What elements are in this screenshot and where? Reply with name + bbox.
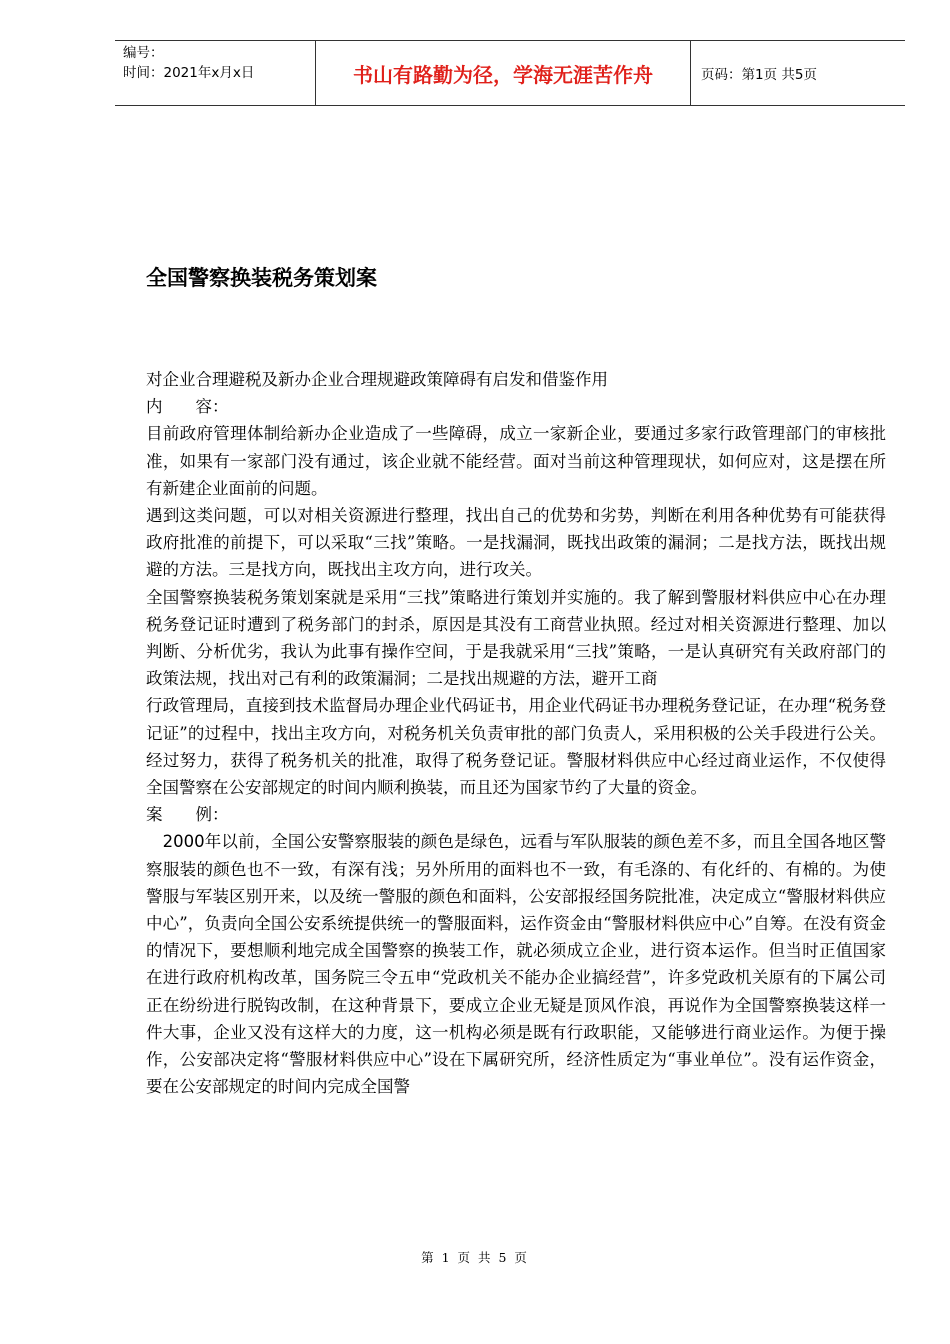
paragraph: 遇到这类问题，可以对相关资源进行整理，找出自己的优势和劣势，判断在利用各种优势有可能获得政府批准的前提下，可以采取“三找”策略。一是找漏洞，既找出政策的漏洞；二是找方法，既找出规避的方法。三是找方向，既找出主攻方向，进行攻关。: [146, 506, 886, 580]
paragraph: 行政管理局，直接到技术监督局办理企业代码证书，用企业代码证书办理税务登记证，在办理“税务登记证”的过程中，找出主攻方向，对税务机关负责审批的部门负责人，采用积极的公关手段进行公关。经过努力，获得了税务机关的批准，取得了税务登记证。警服材料供应中心经过商业运作，不仅使得全国警察在公安部规定的时间内顺利换装，而且还为国家节约了大量的资金。: [146, 696, 886, 798]
case-year: 2000: [162, 832, 205, 852]
document-body: [146, 366, 886, 1100]
page-footer: 第 1 页 共 5 页: [421, 1250, 529, 1265]
paragraph: 对企业合理避税及新办企业合理规避政策障碍有启发和借鉴作用: [146, 370, 608, 389]
case-text: 年以前，全国公安警察服装的颜色是绿色，远看与军队服装的颜色差不多，而且全国各地区警察服装的颜色也不一致，有深有浅；另外所用的面料也不一致，有毛涤的、有化纤的、有棉的。为使警服与军装区别开来，以及统一警服的颜色和面料，公安部报经国务院批准，决定成立“警服材料供应中心”，负责向全国公安系统提供统一的警服面料，运作资金由“警服材料供应中心”自筹。在没有资金的情况下，要想顺利地完成全国警察的换装工作，就必须成立企业，进行资本运作。但当时正值国家在进行政府机构改革，国务院三令五申“党政机关不能办企业搞经营”，许多党政机关原有的下属公司正在纷纷进行脱钩改制，在这种背景下，要成立企业无疑是顶风作浪，再说作为全国警察换装这样一件大事，企业又没有这样大的力度，这一机构必须是既有行政职能，又能够进行商业运作。为便于操作，公安部决定将“警服材料供应中心”设在下属研究所，经济性质定为“事业单位”。没有运作资金，要在公安部规定的时间内完成全国警: [146, 832, 887, 1097]
header-meta: [115, 41, 316, 105]
case-paragraph: [146, 828, 886, 1100]
paragraph: 案 例：: [146, 805, 229, 825]
paragraph: 内 容：: [146, 397, 229, 417]
paragraph: 全国警察换装税务策划案就是采用“三找”策略进行策划并实施的。我了解到警服材料供应中心在办理税务登记证时遭到了税务部门的封杀，原因是其没有工商营业执照。经过对相关资源进行整理、加以判断、分析优劣，我认为此事有操作空间，于是我就采用“三找”策略，一是认真研究有关政府部门的政策法规，找出对己有利的政策漏洞；二是找出规避的方法，避开工商: [146, 587, 886, 689]
time-label: 时间：2021年x月x日: [123, 65, 255, 81]
document-title: 全国警察换装税务策划案: [146, 266, 377, 290]
page-header: [115, 40, 905, 106]
paragraph: 目前政府管理体制给新办企业造成了一些障碍，成立一家新企业，要通过多家行政管理部门的审核批准，如果有一家部门没有通过，该企业就不能经营。面对当前这种管理现状，如何应对，这是摆在所有新建企业面前的问题。: [146, 424, 886, 498]
header-motto: 书山有路勤为径，学海无涯苦作舟: [316, 41, 691, 105]
number-label: 编号：: [123, 45, 164, 61]
header-page-info: 页码：第1页 共5页: [701, 67, 817, 83]
